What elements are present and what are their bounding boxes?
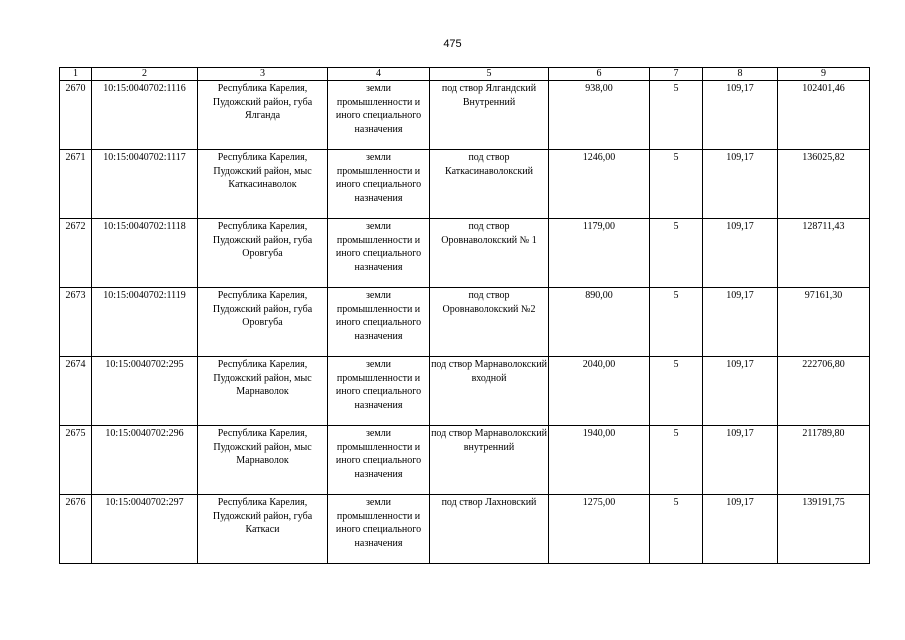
land-category-cell: земли промышленности и иного специального назначения xyxy=(328,288,430,357)
table-row xyxy=(60,357,870,426)
column-7-cell: 5 xyxy=(650,426,703,495)
rate-cell: 109,17 xyxy=(703,219,778,288)
table-row xyxy=(60,150,870,219)
rate-cell: 109,17 xyxy=(703,81,778,150)
total-cell: 222706,80 xyxy=(778,357,870,426)
area-cell: 938,00 xyxy=(549,81,650,150)
rate-cell: 109,17 xyxy=(703,495,778,564)
row-number-cell: 2675 xyxy=(60,426,92,495)
cadastral-number-cell: 10:15:0040702:296 xyxy=(92,426,198,495)
column-header: 3 xyxy=(198,68,328,81)
total-cell: 102401,46 xyxy=(778,81,870,150)
row-number-cell: 2673 xyxy=(60,288,92,357)
rate-cell: 109,17 xyxy=(703,357,778,426)
land-category-cell: земли промышленности и иного специального назначения xyxy=(328,495,430,564)
land-plots-table xyxy=(59,67,870,564)
land-category-cell: земли промышленности и иного специального назначения xyxy=(328,219,430,288)
land-category-cell: земли промышленности и иного специального назначения xyxy=(328,81,430,150)
land-category-cell: земли промышленности и иного специального назначения xyxy=(328,357,430,426)
cadastral-number-cell: 10:15:0040702:295 xyxy=(92,357,198,426)
column-header: 7 xyxy=(650,68,703,81)
cadastral-number-cell: 10:15:0040702:297 xyxy=(92,495,198,564)
total-cell: 128711,43 xyxy=(778,219,870,288)
land-category-cell: земли промышленности и иного специального назначения xyxy=(328,150,430,219)
column-header: 9 xyxy=(778,68,870,81)
column-header: 4 xyxy=(328,68,430,81)
land-category-cell: земли промышленности и иного специального назначения xyxy=(328,426,430,495)
area-cell: 1179,00 xyxy=(549,219,650,288)
purpose-cell: под створ Марнаволокский входной xyxy=(430,357,549,426)
table-row xyxy=(60,81,870,150)
purpose-cell: под створ Марнаволокский внутренний xyxy=(430,426,549,495)
column-7-cell: 5 xyxy=(650,495,703,564)
purpose-cell: под створ Ялгандский Внутренний xyxy=(430,81,549,150)
table-row xyxy=(60,288,870,357)
rate-cell: 109,17 xyxy=(703,288,778,357)
column-header: 2 xyxy=(92,68,198,81)
location-cell: Республика Карелия, Пудожский район, губа Ялганда xyxy=(198,81,328,150)
location-cell: Республика Карелия, Пудожский район, губа Оровгуба xyxy=(198,219,328,288)
cadastral-number-cell: 10:15:0040702:1118 xyxy=(92,219,198,288)
page-number: 475 xyxy=(443,38,462,50)
row-number-cell: 2671 xyxy=(60,150,92,219)
total-cell: 139191,75 xyxy=(778,495,870,564)
area-cell: 1940,00 xyxy=(549,426,650,495)
row-number-cell: 2672 xyxy=(60,219,92,288)
header-row xyxy=(60,68,870,81)
location-cell: Республика Карелия, Пудожский район, мыс Марнаволок xyxy=(198,426,328,495)
purpose-cell: под створ Каткасинаволокский xyxy=(430,150,549,219)
column-header: 5 xyxy=(430,68,549,81)
column-7-cell: 5 xyxy=(650,150,703,219)
column-7-cell: 5 xyxy=(650,219,703,288)
rate-cell: 109,17 xyxy=(703,150,778,219)
column-header: 8 xyxy=(703,68,778,81)
column-header: 1 xyxy=(60,68,92,81)
rate-cell: 109,17 xyxy=(703,426,778,495)
row-number-cell: 2674 xyxy=(60,357,92,426)
total-cell: 211789,80 xyxy=(778,426,870,495)
total-cell: 136025,82 xyxy=(778,150,870,219)
row-number-cell: 2676 xyxy=(60,495,92,564)
area-cell: 1246,00 xyxy=(549,150,650,219)
area-cell: 1275,00 xyxy=(549,495,650,564)
cadastral-number-cell: 10:15:0040702:1116 xyxy=(92,81,198,150)
purpose-cell: под створ Оровнаволокский №2 xyxy=(430,288,549,357)
purpose-cell: под створ Лахновский xyxy=(430,495,549,564)
location-cell: Республика Карелия, Пудожский район, мыс Каткасинаволок xyxy=(198,150,328,219)
area-cell: 890,00 xyxy=(549,288,650,357)
column-7-cell: 5 xyxy=(650,288,703,357)
cadastral-number-cell: 10:15:0040702:1119 xyxy=(92,288,198,357)
location-cell: Республика Карелия, Пудожский район, губа Каткаси xyxy=(198,495,328,564)
purpose-cell: под створ Оровнаволокский № 1 xyxy=(430,219,549,288)
row-number-cell: 2670 xyxy=(60,81,92,150)
location-cell: Республика Карелия, Пудожский район, мыс Марнаволок xyxy=(198,357,328,426)
location-cell: Республика Карелия, Пудожский район, губа Оровгуба xyxy=(198,288,328,357)
total-cell: 97161,30 xyxy=(778,288,870,357)
table-row xyxy=(60,495,870,564)
area-cell: 2040,00 xyxy=(549,357,650,426)
column-7-cell: 5 xyxy=(650,81,703,150)
table-row xyxy=(60,426,870,495)
column-7-cell: 5 xyxy=(650,357,703,426)
cadastral-number-cell: 10:15:0040702:1117 xyxy=(92,150,198,219)
table-row xyxy=(60,219,870,288)
column-header: 6 xyxy=(549,68,650,81)
